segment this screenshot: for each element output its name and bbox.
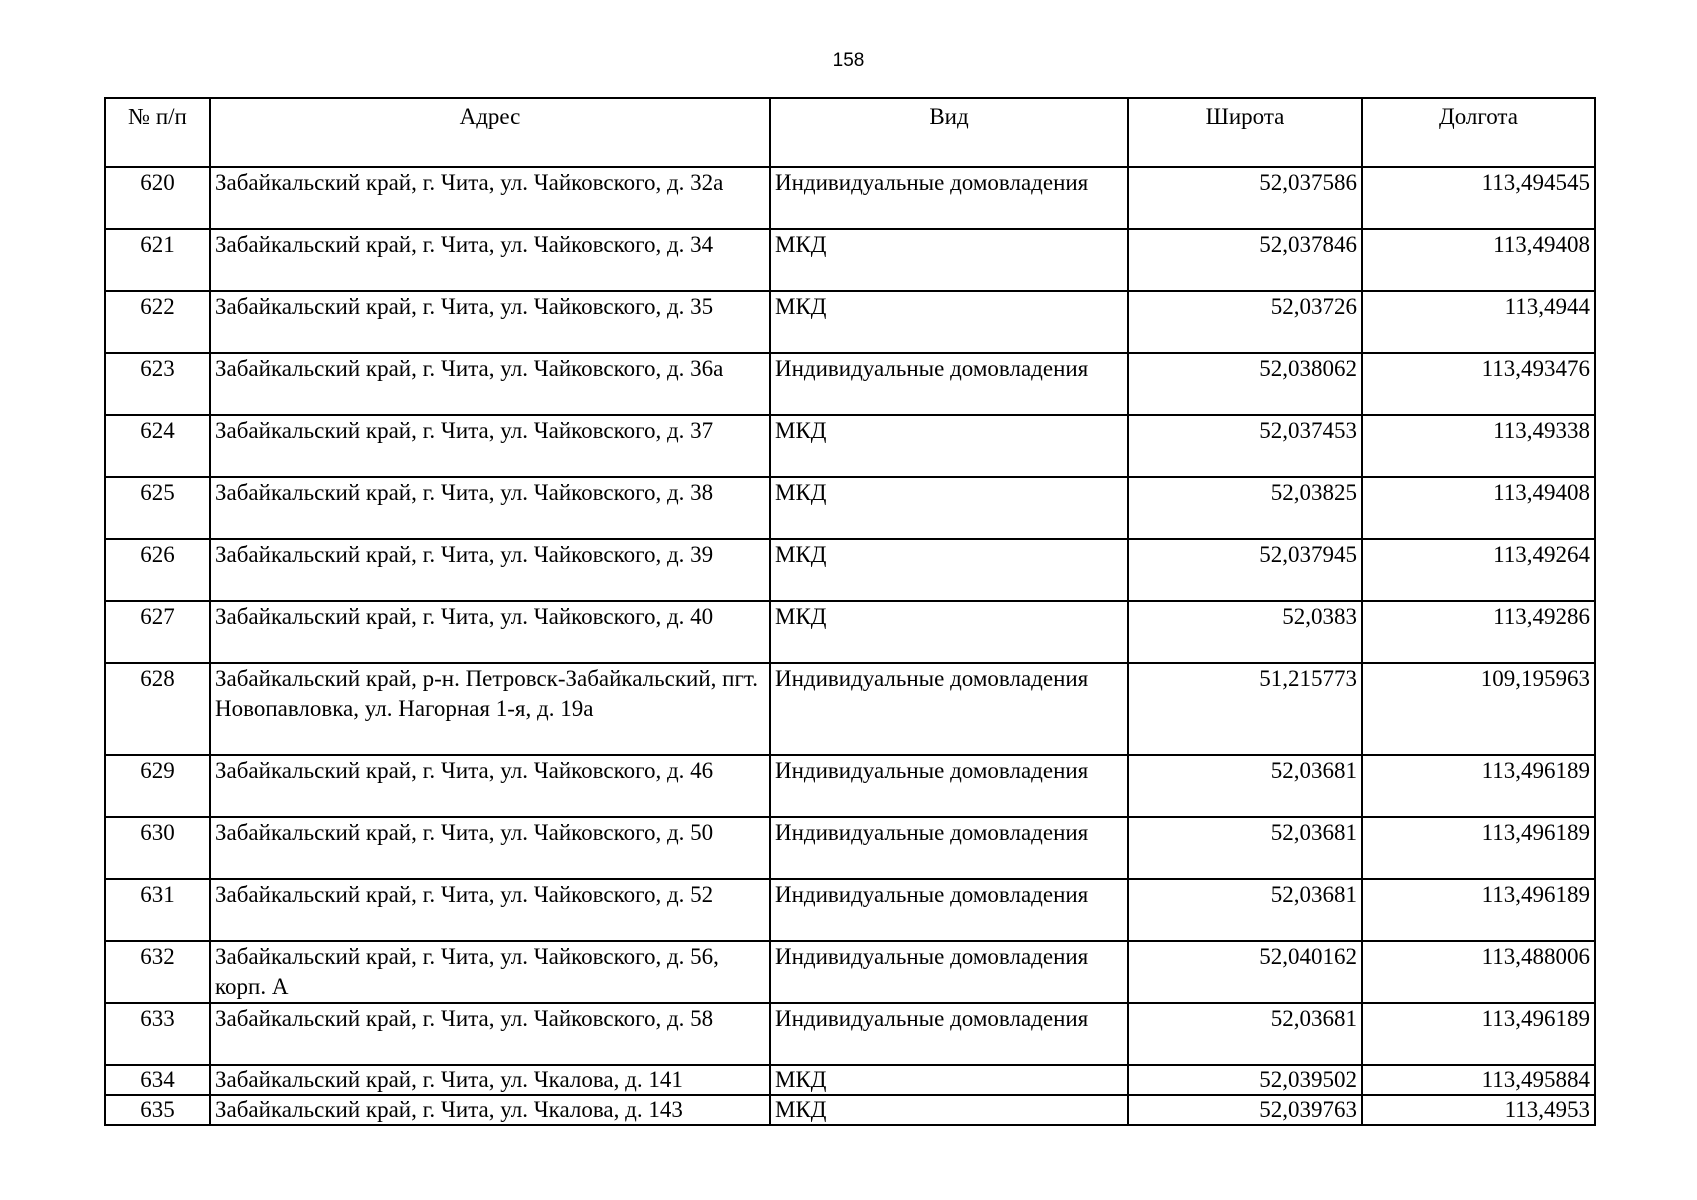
row-longitude: 113,49338	[1362, 415, 1595, 477]
row-number: 634	[105, 1065, 210, 1095]
row-address: Забайкальский край, р-н. Петровск-Забайкальский, пгт. Новопавловка, ул. Нагорная 1-я, д. 19а	[210, 663, 770, 755]
row-longitude: 113,496189	[1362, 879, 1595, 941]
row-latitude: 52,037453	[1128, 415, 1362, 477]
row-longitude: 113,49264	[1362, 539, 1595, 601]
row-latitude: 52,037586	[1128, 167, 1362, 229]
table-row	[105, 755, 1595, 817]
row-kind: МКД	[770, 229, 1128, 291]
row-latitude: 52,03825	[1128, 477, 1362, 539]
row-kind: МКД	[770, 1095, 1128, 1125]
row-number: 632	[105, 941, 210, 1003]
row-kind: Индивидуальные домовладения	[770, 663, 1128, 755]
row-latitude: 52,038062	[1128, 353, 1362, 415]
row-latitude: 52,037846	[1128, 229, 1362, 291]
row-latitude: 52,039502	[1128, 1065, 1362, 1095]
row-address: Забайкальский край, г. Чита, ул. Чайковского, д. 37	[210, 415, 770, 477]
table-row	[105, 663, 1595, 755]
row-latitude: 51,215773	[1128, 663, 1362, 755]
row-kind: Индивидуальные домовладения	[770, 941, 1128, 1003]
row-number: 623	[105, 353, 210, 415]
table-row	[105, 167, 1595, 229]
row-number: 627	[105, 601, 210, 663]
row-latitude: 52,03681	[1128, 755, 1362, 817]
row-kind: МКД	[770, 539, 1128, 601]
row-kind: Индивидуальные домовладения	[770, 817, 1128, 879]
table-body	[105, 167, 1595, 1125]
row-kind: Индивидуальные домовладения	[770, 167, 1128, 229]
row-kind: МКД	[770, 415, 1128, 477]
row-address: Забайкальский край, г. Чита, ул. Чкалова, д. 141	[210, 1065, 770, 1095]
row-longitude: 113,4944	[1362, 291, 1595, 353]
table-row	[105, 879, 1595, 941]
row-latitude: 52,03726	[1128, 291, 1362, 353]
row-longitude: 113,496189	[1362, 1003, 1595, 1065]
table-row	[105, 229, 1595, 291]
row-latitude: 52,039763	[1128, 1095, 1362, 1125]
row-latitude: 52,03681	[1128, 817, 1362, 879]
row-number: 626	[105, 539, 210, 601]
row-address: Забайкальский край, г. Чита, ул. Чайковского, д. 58	[210, 1003, 770, 1065]
row-kind: МКД	[770, 291, 1128, 353]
row-kind: Индивидуальные домовладения	[770, 879, 1128, 941]
row-longitude: 113,49408	[1362, 229, 1595, 291]
table-row	[105, 941, 1595, 1003]
header-kind: Вид	[770, 98, 1128, 167]
row-number: 631	[105, 879, 210, 941]
row-latitude: 52,0383	[1128, 601, 1362, 663]
row-number: 621	[105, 229, 210, 291]
row-address: Забайкальский край, г. Чита, ул. Чайковского, д. 34	[210, 229, 770, 291]
row-kind: МКД	[770, 477, 1128, 539]
header-address: Адрес	[210, 98, 770, 167]
table-row	[105, 817, 1595, 879]
table-row	[105, 353, 1595, 415]
row-address: Забайкальский край, г. Чита, ул. Чкалова, д. 143	[210, 1095, 770, 1125]
header-longitude: Долгота	[1362, 98, 1595, 167]
table-row	[105, 477, 1595, 539]
header-number: № п/п	[105, 98, 210, 167]
row-kind: МКД	[770, 601, 1128, 663]
row-address: Забайкальский край, г. Чита, ул. Чайковского, д. 38	[210, 477, 770, 539]
row-kind: Индивидуальные домовладения	[770, 1003, 1128, 1065]
coordinates-table	[104, 97, 1596, 1126]
row-number: 628	[105, 663, 210, 755]
row-address: Забайкальский край, г. Чита, ул. Чайковского, д. 39	[210, 539, 770, 601]
row-longitude: 113,49286	[1362, 601, 1595, 663]
row-longitude: 113,496189	[1362, 755, 1595, 817]
table-header	[105, 98, 1595, 167]
row-kind: Индивидуальные домовладения	[770, 755, 1128, 817]
row-longitude: 113,488006	[1362, 941, 1595, 1003]
row-address: Забайкальский край, г. Чита, ул. Чайковского, д. 46	[210, 755, 770, 817]
table-row	[105, 1065, 1595, 1095]
row-number: 625	[105, 477, 210, 539]
row-address: Забайкальский край, г. Чита, ул. Чайковского, д. 32а	[210, 167, 770, 229]
table-row	[105, 291, 1595, 353]
row-number: 635	[105, 1095, 210, 1125]
row-address: Забайкальский край, г. Чита, ул. Чайковского, д. 50	[210, 817, 770, 879]
row-longitude: 109,195963	[1362, 663, 1595, 755]
table-row	[105, 1003, 1595, 1065]
row-address: Забайкальский край, г. Чита, ул. Чайковского, д. 36а	[210, 353, 770, 415]
row-latitude: 52,040162	[1128, 941, 1362, 1003]
header-latitude: Широта	[1128, 98, 1362, 167]
row-longitude: 113,494545	[1362, 167, 1595, 229]
row-address: Забайкальский край, г. Чита, ул. Чайковского, д. 40	[210, 601, 770, 663]
header-row	[105, 98, 1595, 167]
table-row	[105, 1095, 1595, 1125]
row-kind: МКД	[770, 1065, 1128, 1095]
row-longitude: 113,493476	[1362, 353, 1595, 415]
page-number: 158	[832, 50, 865, 71]
row-latitude: 52,03681	[1128, 879, 1362, 941]
row-number: 633	[105, 1003, 210, 1065]
row-address: Забайкальский край, г. Чита, ул. Чайковского, д. 56, корп. А	[210, 941, 770, 1003]
row-number: 624	[105, 415, 210, 477]
row-latitude: 52,037945	[1128, 539, 1362, 601]
table-row	[105, 539, 1595, 601]
row-kind: Индивидуальные домовладения	[770, 353, 1128, 415]
row-address: Забайкальский край, г. Чита, ул. Чайковского, д. 52	[210, 879, 770, 941]
row-number: 629	[105, 755, 210, 817]
row-longitude: 113,49408	[1362, 477, 1595, 539]
row-latitude: 52,03681	[1128, 1003, 1362, 1065]
row-number: 630	[105, 817, 210, 879]
table-row	[105, 415, 1595, 477]
row-longitude: 113,495884	[1362, 1065, 1595, 1095]
table-row	[105, 601, 1595, 663]
row-number: 622	[105, 291, 210, 353]
row-number: 620	[105, 167, 210, 229]
row-longitude: 113,4953	[1362, 1095, 1595, 1125]
row-longitude: 113,496189	[1362, 817, 1595, 879]
row-address: Забайкальский край, г. Чита, ул. Чайковского, д. 35	[210, 291, 770, 353]
